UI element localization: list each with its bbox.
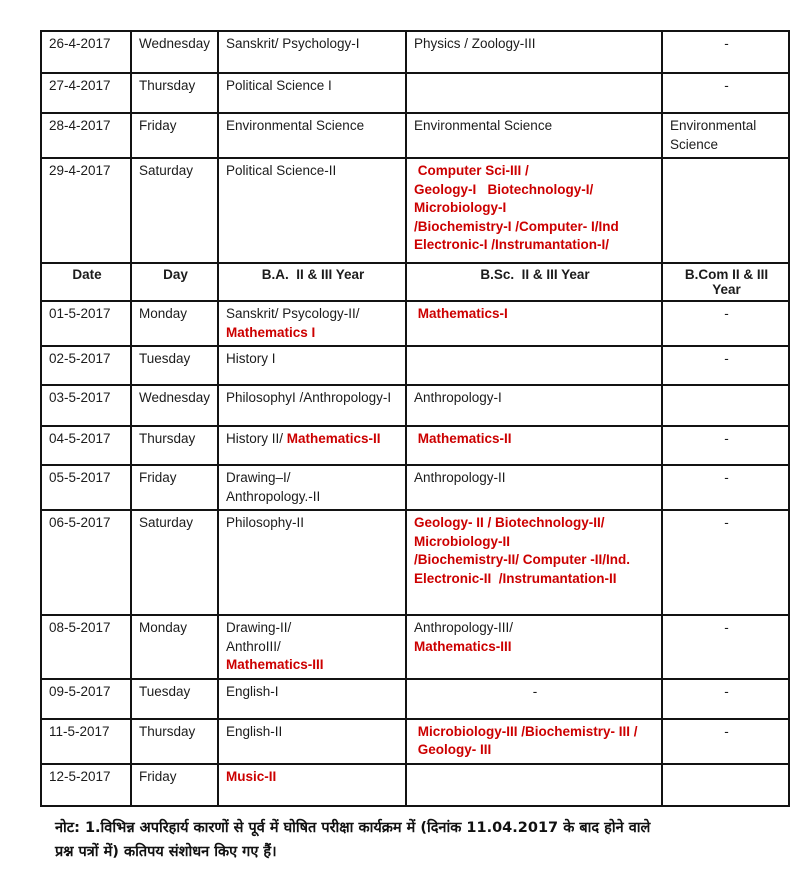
subject-text-red: Mathematics-II <box>286 431 381 446</box>
subject-text: - <box>724 515 729 530</box>
subject-line <box>226 514 400 533</box>
subject-line <box>414 218 656 237</box>
date-text: 01-5-2017 <box>49 306 111 321</box>
date-text: 05-5-2017 <box>49 470 111 485</box>
cell-ba <box>218 679 406 719</box>
subject-line <box>670 683 783 702</box>
date-text: 12-5-2017 <box>49 768 111 784</box>
cell-bcom <box>662 385 789 426</box>
subject-line <box>226 469 400 488</box>
subject-text: English-II <box>226 723 283 739</box>
subject-text: Drawing–I/ <box>226 470 291 485</box>
subject-text-red: Electronic-I /Instrumantation-I/ <box>414 237 610 252</box>
subject-line <box>414 551 656 570</box>
subject-line <box>414 514 656 533</box>
subject-text: Physics / Zoology-III <box>414 36 536 51</box>
subject-text: Environmental Science <box>226 118 365 133</box>
cell-date <box>41 426 131 465</box>
subject-line <box>226 117 400 136</box>
table-row <box>41 764 789 806</box>
cell-day <box>131 158 218 263</box>
column-header-day: Day <box>131 263 218 301</box>
subject-line <box>226 683 400 702</box>
table-row <box>41 31 789 73</box>
date-text: 27-4-2017 <box>49 78 111 93</box>
cell-bcom <box>662 510 789 615</box>
day-text: Friday <box>139 768 177 784</box>
subject-line <box>226 488 400 507</box>
cell-day <box>131 301 218 346</box>
subject-text-red: Music-II <box>226 768 277 784</box>
cell-bcom <box>662 679 789 719</box>
table-row <box>41 719 789 764</box>
subject-line <box>414 389 656 408</box>
subject-text: Anthropology-III/ <box>414 620 514 635</box>
table-row <box>41 426 789 465</box>
cell-date <box>41 679 131 719</box>
cell-day <box>131 679 218 719</box>
subject-text: AnthroIII/ <box>226 638 281 654</box>
cell-day <box>131 73 218 113</box>
subject-line <box>670 350 783 369</box>
cell-bsc <box>406 301 662 346</box>
subject-text: - <box>724 723 729 739</box>
subject-line <box>226 77 400 96</box>
table-body <box>41 31 789 806</box>
cell-ba <box>218 465 406 510</box>
cell-ba <box>218 301 406 346</box>
subject-text: Environmental Science <box>670 118 761 152</box>
cell-ba <box>218 113 406 158</box>
subject-line <box>670 619 783 638</box>
date-text: 26-4-2017 <box>49 36 111 51</box>
subject-line <box>414 117 656 136</box>
day-text: Thursday <box>139 78 196 93</box>
subject-line <box>414 305 656 324</box>
subject-text-red: Microbiology-II <box>414 533 510 549</box>
day-text: Saturday <box>139 163 194 178</box>
cell-bcom <box>662 31 789 73</box>
subject-line <box>226 619 400 638</box>
footnote <box>55 816 760 864</box>
cell-ba <box>218 158 406 263</box>
subject-text: Philosophy-II <box>226 515 305 530</box>
cell-bcom <box>662 719 789 764</box>
cell-date <box>41 73 131 113</box>
footnote-line-1: नोट: 1.विभिन्न अपरिहार्य कारणों से पूर्व में घोषित परीक्षा कार्यक्रम में (दिनांक 11.04.2017 के बाद होने वाले <box>55 820 651 836</box>
cell-bcom <box>662 346 789 385</box>
subject-line <box>670 117 783 154</box>
subject-line <box>414 469 656 488</box>
subject-text-red: /Biochemistry-II/ Computer -II/Ind. <box>414 552 631 567</box>
subject-text-red: Microbiology-III /Biochemistry- III / <box>414 723 638 739</box>
cell-date <box>41 385 131 426</box>
day-text: Friday <box>139 118 177 133</box>
cell-day <box>131 510 218 615</box>
day-text: Friday <box>139 470 177 485</box>
subject-line <box>414 683 656 702</box>
cell-day <box>131 31 218 73</box>
table-row <box>41 679 789 719</box>
subject-line <box>670 77 783 96</box>
subject-text: Drawing-II/ <box>226 620 292 635</box>
cell-bsc <box>406 158 662 263</box>
cell-bsc <box>406 346 662 385</box>
subject-line <box>226 430 400 449</box>
subject-line <box>670 469 783 488</box>
cell-bsc <box>406 679 662 719</box>
subject-line <box>226 768 400 787</box>
subject-text-red: Mathematics I <box>226 324 316 340</box>
cell-day <box>131 346 218 385</box>
subject-text-red: Geology- II / Biotechnology-II/ <box>414 515 605 530</box>
subject-text-red: /Biochemistry-I /Computer- I/Ind <box>414 218 619 234</box>
subject-text: Anthropology.-II <box>226 488 321 504</box>
column-header-bsc: B.Sc. II & III Year <box>406 263 662 301</box>
cell-day <box>131 385 218 426</box>
subject-text: - <box>724 78 729 93</box>
subject-text-red: Microbiology-I <box>414 200 507 215</box>
subject-text-red: Geology- III <box>414 742 492 757</box>
cell-ba <box>218 764 406 806</box>
subject-text-red: Mathematics-I <box>414 306 508 321</box>
subject-text-red: Mathematics-III <box>226 657 324 672</box>
cell-bcom <box>662 615 789 679</box>
subject-text: History I <box>226 351 276 366</box>
cell-bsc <box>406 385 662 426</box>
cell-bsc <box>406 113 662 158</box>
subject-line <box>414 533 656 552</box>
cell-ba <box>218 385 406 426</box>
subject-line <box>414 236 656 255</box>
subject-line <box>670 723 783 742</box>
subject-text: Sanskrit/ Psychology-I <box>226 36 360 51</box>
cell-day <box>131 426 218 465</box>
cell-bcom <box>662 764 789 806</box>
table-row <box>41 113 789 158</box>
subject-line <box>414 741 656 760</box>
cell-date <box>41 301 131 346</box>
cell-ba <box>218 615 406 679</box>
subject-line <box>414 35 656 54</box>
subject-line <box>670 35 783 54</box>
cell-ba <box>218 719 406 764</box>
date-text: 06-5-2017 <box>49 515 111 530</box>
day-text: Wednesday <box>139 36 211 51</box>
cell-bsc <box>406 510 662 615</box>
subject-line <box>414 162 656 181</box>
cell-date <box>41 113 131 158</box>
subject-line <box>414 619 656 638</box>
cell-bcom <box>662 73 789 113</box>
cell-bsc <box>406 73 662 113</box>
subject-line <box>226 324 400 343</box>
subject-line <box>670 305 783 324</box>
subject-text: - <box>724 351 729 366</box>
subject-text: - <box>724 470 729 485</box>
subject-line <box>414 199 656 218</box>
date-text: 28-4-2017 <box>49 118 111 133</box>
subject-text: - <box>724 683 729 699</box>
date-text: 29-4-2017 <box>49 163 111 178</box>
exam-schedule-table <box>40 30 790 807</box>
subject-text: - <box>532 683 538 699</box>
date-text: 11-5-2017 <box>49 723 110 739</box>
subject-text: English-I <box>226 683 279 699</box>
date-text: 09-5-2017 <box>49 683 111 699</box>
cell-date <box>41 764 131 806</box>
subject-line <box>414 570 656 589</box>
subject-text: Political Science-II <box>226 163 337 178</box>
subject-text-red: Geology-I Biotechnology-I/ <box>414 181 594 197</box>
table-row <box>41 510 789 615</box>
day-text: Wednesday <box>139 390 211 405</box>
day-text: Tuesday <box>139 351 191 366</box>
subject-text: Sanskrit/ Psycology-II/ <box>226 306 360 321</box>
subject-text-red: Mathematics-III <box>414 638 512 654</box>
subject-line <box>226 723 400 742</box>
day-text: Tuesday <box>139 683 191 699</box>
table-row <box>41 301 789 346</box>
cell-bsc <box>406 31 662 73</box>
cell-date <box>41 615 131 679</box>
day-text: Thursday <box>139 431 196 446</box>
subject-text-red: Computer Sci-III / <box>414 163 529 178</box>
subject-text: - <box>724 431 729 446</box>
cell-ba <box>218 510 406 615</box>
subject-text: PhilosophyI /Anthropology-I <box>226 390 392 405</box>
subject-line <box>226 162 400 181</box>
cell-date <box>41 465 131 510</box>
subject-text: - <box>724 36 729 51</box>
cell-day <box>131 719 218 764</box>
subject-text-red: Mathematics-II <box>414 431 512 446</box>
footnote-line-2: प्रश्न पत्रों में) कतिपय संशोधन किए गए हैं। <box>55 844 277 860</box>
date-text: 03-5-2017 <box>49 390 111 405</box>
date-text: 04-5-2017 <box>49 431 111 446</box>
subject-text: - <box>724 620 729 635</box>
subject-text: - <box>724 306 729 321</box>
cell-day <box>131 465 218 510</box>
subject-text: Political Science I <box>226 78 332 93</box>
subject-line <box>670 430 783 449</box>
subject-line <box>226 305 400 324</box>
cell-date <box>41 158 131 263</box>
day-text: Saturday <box>139 515 194 530</box>
cell-bsc <box>406 465 662 510</box>
cell-bsc <box>406 615 662 679</box>
cell-bcom <box>662 301 789 346</box>
table-row <box>41 73 789 113</box>
table-header-row <box>41 263 789 301</box>
cell-ba <box>218 426 406 465</box>
cell-day <box>131 615 218 679</box>
subject-text-red: Electronic-II /Instrumantation-II <box>414 570 617 586</box>
column-header-date: Date <box>41 263 131 301</box>
table-row <box>41 158 789 263</box>
table-row <box>41 615 789 679</box>
cell-date <box>41 719 131 764</box>
column-header-bcom: B.Com II & III Year <box>662 263 789 301</box>
cell-bcom <box>662 426 789 465</box>
column-header-ba: B.A. II & III Year <box>218 263 406 301</box>
subject-line <box>414 181 656 200</box>
cell-ba <box>218 346 406 385</box>
subject-line <box>414 723 656 742</box>
subject-line <box>414 638 656 657</box>
cell-ba <box>218 31 406 73</box>
day-text: Thursday <box>139 723 196 739</box>
day-text: Monday <box>139 306 188 321</box>
cell-day <box>131 113 218 158</box>
date-text: 08-5-2017 <box>49 620 111 635</box>
subject-text: Anthropology-I <box>414 390 502 405</box>
subject-line <box>670 514 783 533</box>
cell-bcom <box>662 113 789 158</box>
cell-bsc <box>406 764 662 806</box>
cell-date <box>41 31 131 73</box>
cell-bcom <box>662 465 789 510</box>
cell-date <box>41 346 131 385</box>
subject-line <box>226 389 400 408</box>
subject-line <box>226 656 400 675</box>
table-row <box>41 385 789 426</box>
subject-text: Environmental Science <box>414 118 553 133</box>
day-text: Monday <box>139 620 188 635</box>
subject-line <box>226 350 400 369</box>
cell-day <box>131 764 218 806</box>
cell-ba <box>218 73 406 113</box>
table-row <box>41 465 789 510</box>
date-text: 02-5-2017 <box>49 351 111 366</box>
table-row <box>41 346 789 385</box>
subject-text: History II/ <box>226 431 287 446</box>
cell-bsc <box>406 426 662 465</box>
subject-line <box>226 35 400 54</box>
subject-text: Anthropology-II <box>414 470 506 485</box>
subject-line <box>414 430 656 449</box>
subject-line <box>226 638 400 657</box>
cell-bcom <box>662 158 789 263</box>
cell-date <box>41 510 131 615</box>
cell-bsc <box>406 719 662 764</box>
